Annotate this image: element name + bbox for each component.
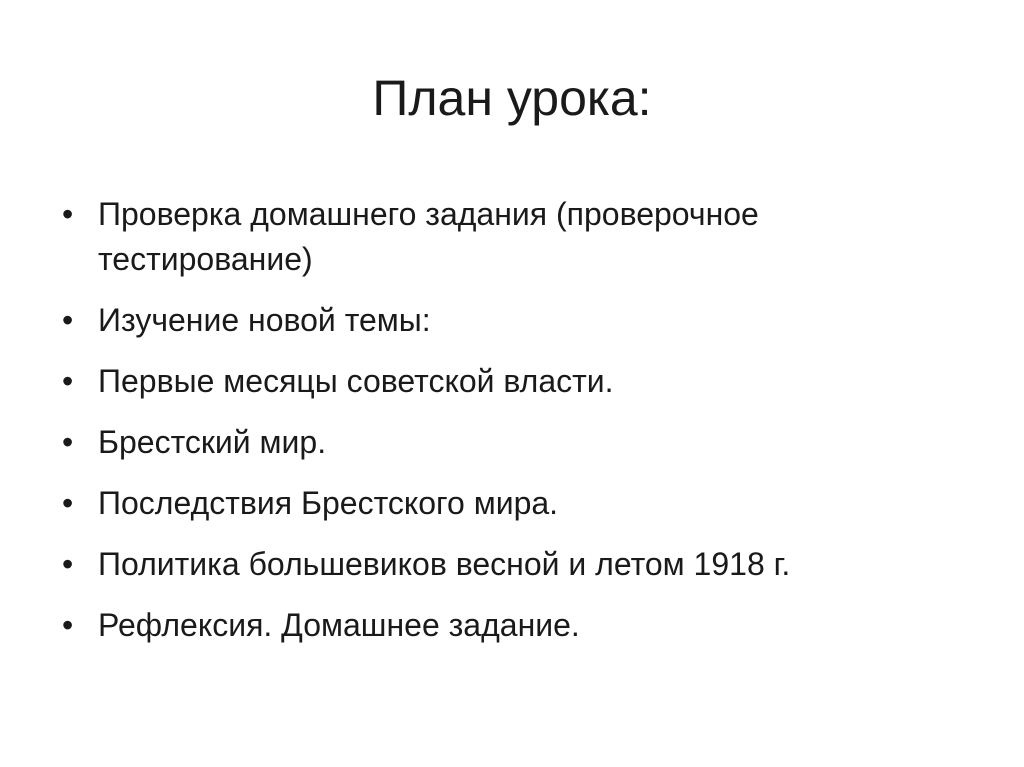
list-item-text: Рефлексия. Домашнее задание. — [98, 607, 580, 643]
list-item — [62, 192, 962, 282]
list-item — [62, 420, 962, 465]
bullet-list — [62, 192, 962, 664]
bullet-icon: • — [62, 196, 74, 232]
bullet-icon: • — [62, 546, 74, 582]
bullet-icon: • — [62, 607, 74, 643]
list-item-text: Брестский мир. — [98, 424, 327, 460]
list-item-text: Последствия Брестского мира. — [98, 485, 559, 521]
list-item-text: Проверка домашнего задания (проверочное тестирование) — [98, 196, 759, 277]
bullet-icon: • — [62, 302, 74, 338]
list-item — [62, 481, 962, 526]
list-item-text: Первые месяцы советской власти. — [98, 363, 614, 399]
list-item — [62, 298, 962, 343]
bullet-icon: • — [62, 363, 74, 399]
list-item-text: Изучение новой темы: — [98, 302, 431, 338]
list-item — [62, 359, 962, 404]
list-item-text: Политика большевиков весной и летом 1918 г. — [98, 546, 791, 582]
list-item — [62, 603, 962, 648]
bullet-icon: • — [62, 485, 74, 521]
list-item — [62, 542, 962, 587]
bullet-icon: • — [62, 424, 74, 460]
slide-title: План урока: — [372, 70, 652, 126]
